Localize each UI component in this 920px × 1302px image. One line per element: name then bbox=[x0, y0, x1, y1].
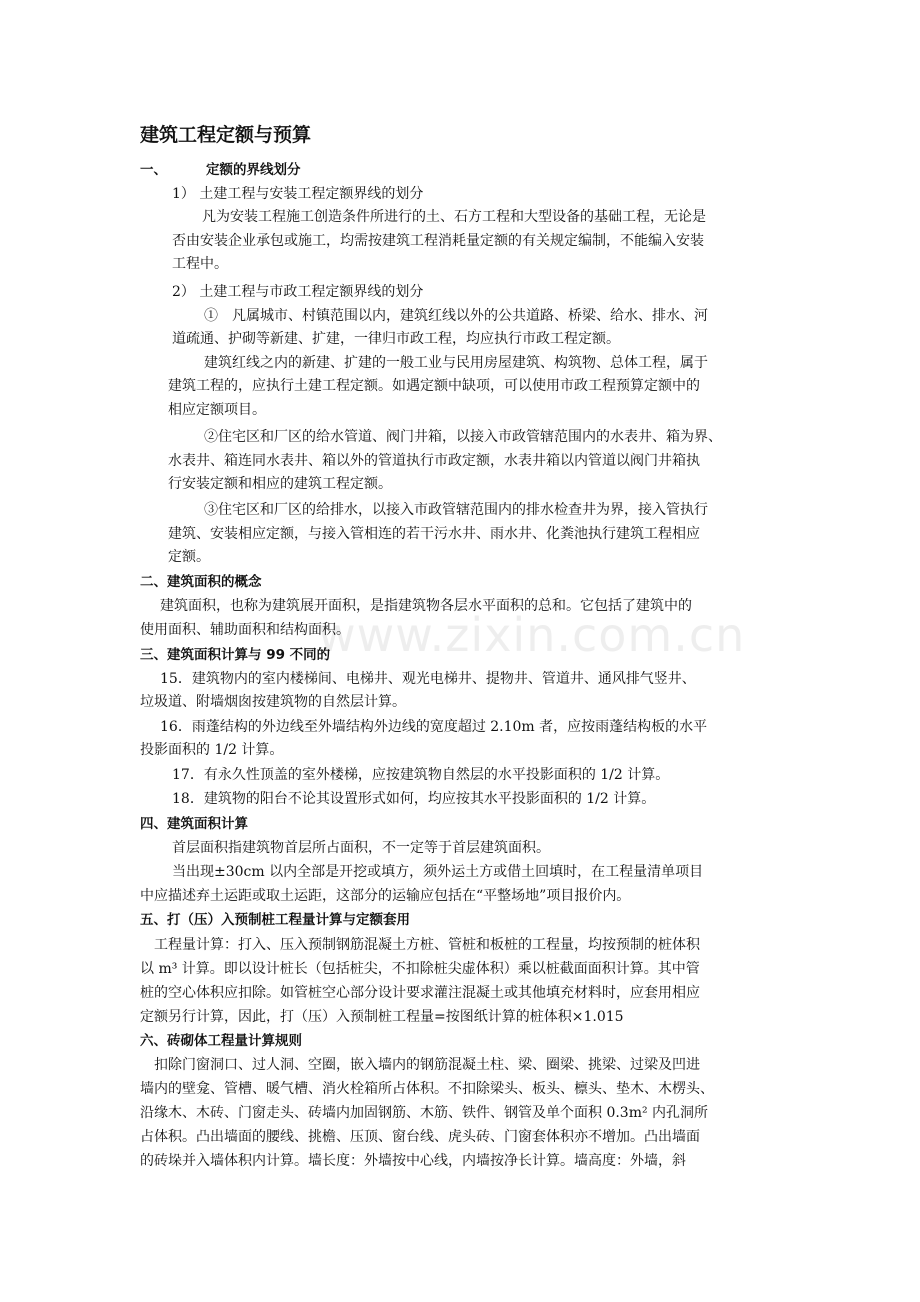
s6-line-5: 的砖垛并入墙体积内计算。墙长度：外墙按中心线，内墙按净长计算。墙高度：外墙，斜 bbox=[140, 1153, 686, 1169]
s3-item-18: 18．建筑物的阳台不论其设置形式如何，均应按其水平投影面积的 1/2 计算。 bbox=[172, 791, 656, 807]
section-1-heading bbox=[140, 159, 301, 182]
s1-p1-line-3: 工程中。 bbox=[172, 256, 228, 272]
s1-p4-line-3: 行安装定额和相应的建筑工程定额。 bbox=[168, 476, 392, 492]
s3-item-16-line-1: 16．雨蓬结构的外边线至外墙结构外边线的宽度超过 2.10m 者，应按雨蓬结构板的水平 bbox=[160, 719, 708, 735]
s1-p3-line-1: 建筑红线之内的新建、扩建的一般工业与民用房屋建筑、构筑物、总体工程，属于 bbox=[204, 355, 708, 371]
s1-p5-line-1: ③住宅区和厂区的给排水，以接入市政管辖范围内的排水检查井为界，接入管执行 bbox=[204, 502, 708, 518]
s2-line-2: 使用面积、辅助面积和结构面积。 bbox=[140, 622, 350, 638]
subsection-1-1: 1） 土建工程与安装工程定额界线的划分 bbox=[172, 186, 424, 202]
s3-item-15-line-2: 垃圾道、附墙烟囱按建筑物的自然层计算。 bbox=[140, 694, 406, 710]
s1-p5-line-3: 定额。 bbox=[168, 549, 210, 565]
s5-line-3: 桩的空心体积应扣除。如管桩空心部分设计要求灌注混凝土或其他填充材料时，应套用相应 bbox=[140, 985, 700, 1001]
s4-p1: 首层面积指建筑物首层所占面积，不一定等于首层建筑面积。 bbox=[172, 840, 550, 856]
section-6-heading: 六、砖砌体工程量计算规则 bbox=[140, 1033, 302, 1049]
s3-item-17: 17．有永久性顶盖的室外楼梯，应按建筑物自然层的水平投影面积的 1/2 计算。 bbox=[172, 767, 670, 783]
s1-p3-line-2: 建筑工程的，应执行土建工程定额。如遇定额中缺项，可以使用市政工程预算定额中的 bbox=[168, 378, 700, 394]
s6-line-1: 扣除门窗洞口、过人洞、空圈，嵌入墙内的钢筋混凝土柱、梁、圈梁、挑梁、过梁及凹进 bbox=[154, 1057, 700, 1073]
s6-line-2: 墙内的壁龛、管槽、暖气槽、消火栓箱所占体积。不扣除梁头、板头、檩头、垫木、木楞头、 bbox=[140, 1081, 714, 1097]
section-1-number: 一、 bbox=[140, 162, 167, 178]
section-5-heading: 五、打（压）入预制桩工程量计算与定额套用 bbox=[140, 912, 410, 928]
s1-p4-line-1: ②住宅区和厂区的给水管道、阀门井箱，以接入市政管辖范围内的水表井、箱为界、 bbox=[204, 429, 722, 445]
s5-line-4: 定额另行计算，因此，打（压）入预制桩工程量=按图纸计算的桩体积×1.015 bbox=[140, 1009, 624, 1025]
watermark: www.zixin.com.cn bbox=[318, 608, 746, 662]
subsection-1-2: 2） 土建工程与市政工程定额界线的划分 bbox=[172, 284, 424, 300]
s5-line-2: 以 m³ 计算。即以设计桩长（包括桩尖，不扣除桩尖虚体积）乘以桩截面面积计算。其中管 bbox=[140, 961, 700, 977]
section-3-heading: 三、建筑面积计算与 99 不同的 bbox=[140, 647, 331, 663]
s1-p5-line-2: 建筑、安装相应定额，与接入管相连的若干污水井、雨水井、化粪池执行建筑工程相应 bbox=[168, 526, 700, 542]
section-1-title: 定额的界线划分 bbox=[206, 162, 301, 178]
s1-p3-line-3: 相应定额项目。 bbox=[168, 402, 266, 418]
s3-item-15-line-1: 15．建筑物内的室内楼梯间、电梯井、观光电梯井、提物井、管道井、通风排气竖井、 bbox=[160, 671, 696, 687]
s1-p2-line-1: ① 凡属城市、村镇范围以内，建筑红线以外的公共道路、桥梁、给水、排水、河 bbox=[204, 308, 708, 324]
s1-p2-line-2: 道疏通、护砌等新建、扩建，一律归市政工程，均应执行市政工程定额。 bbox=[172, 331, 620, 347]
section-4-heading: 四、建筑面积计算 bbox=[140, 816, 248, 832]
section-2-heading: 二、建筑面积的概念 bbox=[140, 574, 262, 590]
s6-line-4: 占体积。凸出墙面的腰线、挑檐、压顶、窗台线、虎头砖、门窗套体积亦不增加。凸出墙面 bbox=[140, 1129, 700, 1145]
s1-p1-line-1: 凡为安装工程施工创造条件所进行的土、石方工程和大型设备的基础工程，无论是 bbox=[202, 209, 706, 225]
document-title: 建筑工程定额与预算 bbox=[140, 124, 312, 146]
s1-p1-line-2: 否由安装企业承包或施工，均需按建筑工程消耗量定额的有关规定编制，不能编入安装 bbox=[172, 233, 704, 249]
s4-p2-line-1: 当出现±30cm 以内全部是开挖或填方，须外运土方或借土回填时，在工程量清单项目 bbox=[172, 864, 704, 880]
s3-item-16-line-2: 投影面积的 1/2 计算。 bbox=[140, 742, 284, 758]
s6-line-3: 沿缘木、木砖、门窗走头、砖墙内加固钢筋、木筋、铁件、钢管及单个面积 0.3m² 内孔洞所 bbox=[140, 1105, 709, 1121]
s2-line-1: 建筑面积，也称为建筑展开面积，是指建筑物各层水平面积的总和。它包括了建筑中的 bbox=[160, 598, 692, 614]
s1-p4-line-2: 水表井、箱连同水表井、箱以外的管道执行市政定额，水表井箱以内管道以阀门井箱执 bbox=[168, 453, 700, 469]
s4-p2-line-2: 中应描述弃土运距或取土运距，这部分的运输应包括在“平整场地”项目报价内。 bbox=[140, 888, 631, 904]
s5-line-1: 工程量计算：打入、压入预制钢筋混凝土方桩、管桩和板桩的工程量，均按预制的桩体积 bbox=[154, 937, 700, 953]
